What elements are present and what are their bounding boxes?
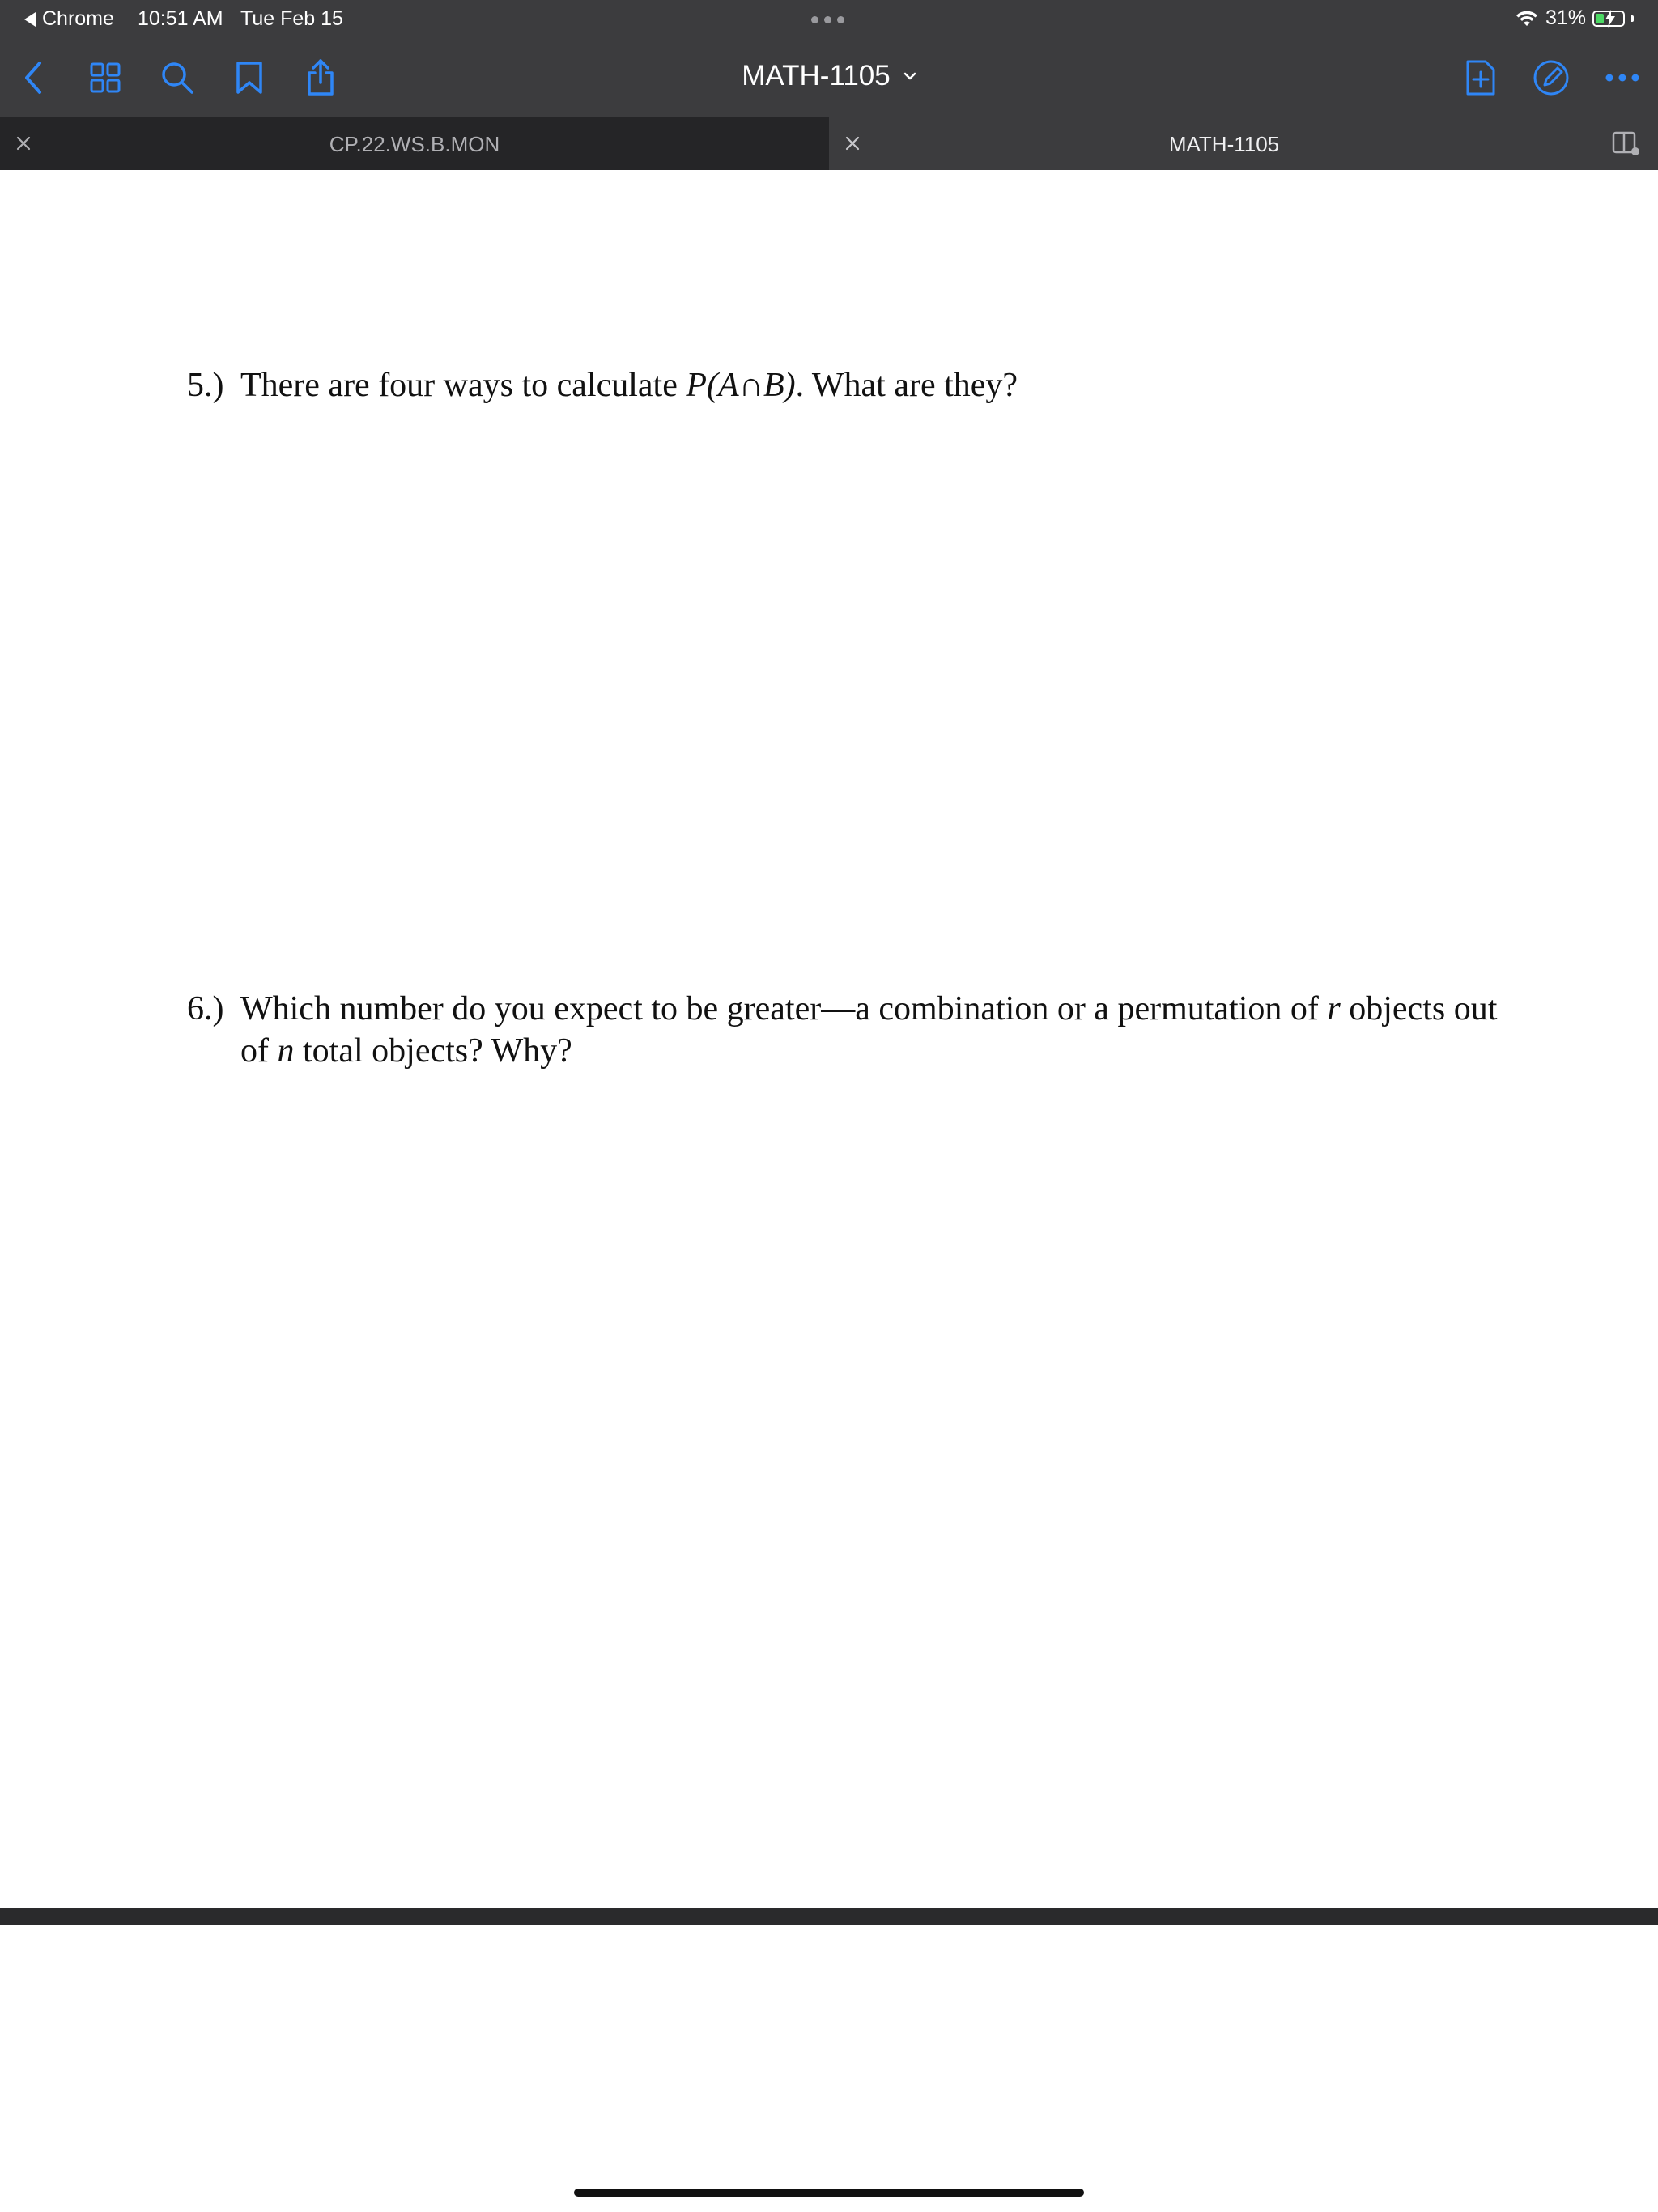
tab-math-1105[interactable] <box>829 117 1619 170</box>
battery-charging-icon <box>1592 11 1625 27</box>
question-text: objects out of <box>240 990 1498 1070</box>
multitasking-dots-icon[interactable] <box>811 16 844 23</box>
pencil-annotate-icon[interactable] <box>1530 57 1572 99</box>
home-indicator[interactable] <box>574 2189 1084 2197</box>
thumbnails-grid-icon[interactable] <box>84 57 126 99</box>
document-title-button[interactable] <box>742 60 916 92</box>
question-5 <box>187 364 1515 406</box>
page-divider <box>0 1908 1658 1925</box>
tab-bar <box>0 117 1658 170</box>
tab-label: CP.22.WS.B.MON <box>329 132 500 156</box>
search-icon[interactable] <box>156 57 198 99</box>
back-app-label: Chrome <box>42 7 114 30</box>
split-view-icon[interactable] <box>1609 130 1642 157</box>
add-page-icon[interactable] <box>1460 57 1502 99</box>
more-options-icon[interactable] <box>1601 57 1643 99</box>
back-chevron-icon[interactable] <box>13 57 55 99</box>
back-triangle-icon <box>24 12 36 27</box>
next-page[interactable] <box>0 1925 1658 2212</box>
tab-label: MATH-1105 <box>1168 132 1280 156</box>
question-number: 6.) <box>187 990 224 1027</box>
battery-tip <box>1631 15 1634 22</box>
document-toolbar <box>0 39 1658 117</box>
math-variable: r <box>1327 990 1341 1027</box>
question-number: 5.) <box>187 367 224 404</box>
share-icon[interactable] <box>300 57 342 99</box>
document-title: MATH-1105 <box>742 60 891 91</box>
document-page[interactable] <box>0 170 1658 1908</box>
question-6 <box>187 988 1515 1072</box>
math-variable: n <box>277 1032 295 1070</box>
bookmark-icon[interactable] <box>228 57 270 99</box>
tab-cp22[interactable] <box>0 117 829 170</box>
battery-percent: 31% <box>1545 6 1586 29</box>
question-text: . What are they? <box>795 367 1018 404</box>
status-time: 10:51 AM <box>138 7 223 30</box>
wifi-icon <box>1515 9 1539 28</box>
status-date: Tue Feb 15 <box>240 7 343 30</box>
question-text: There are four ways to calculate <box>240 367 678 404</box>
status-bar <box>0 0 1658 39</box>
status-right-group <box>1515 6 1634 30</box>
question-text: Which number do you expect to be greater—a combination or a permutation of <box>240 990 1319 1027</box>
chevron-down-icon <box>903 71 916 81</box>
question-text: total objects? Why? <box>303 1032 572 1070</box>
math-expression: P(A∩B) <box>686 367 796 404</box>
back-to-app-button[interactable] <box>24 7 114 31</box>
